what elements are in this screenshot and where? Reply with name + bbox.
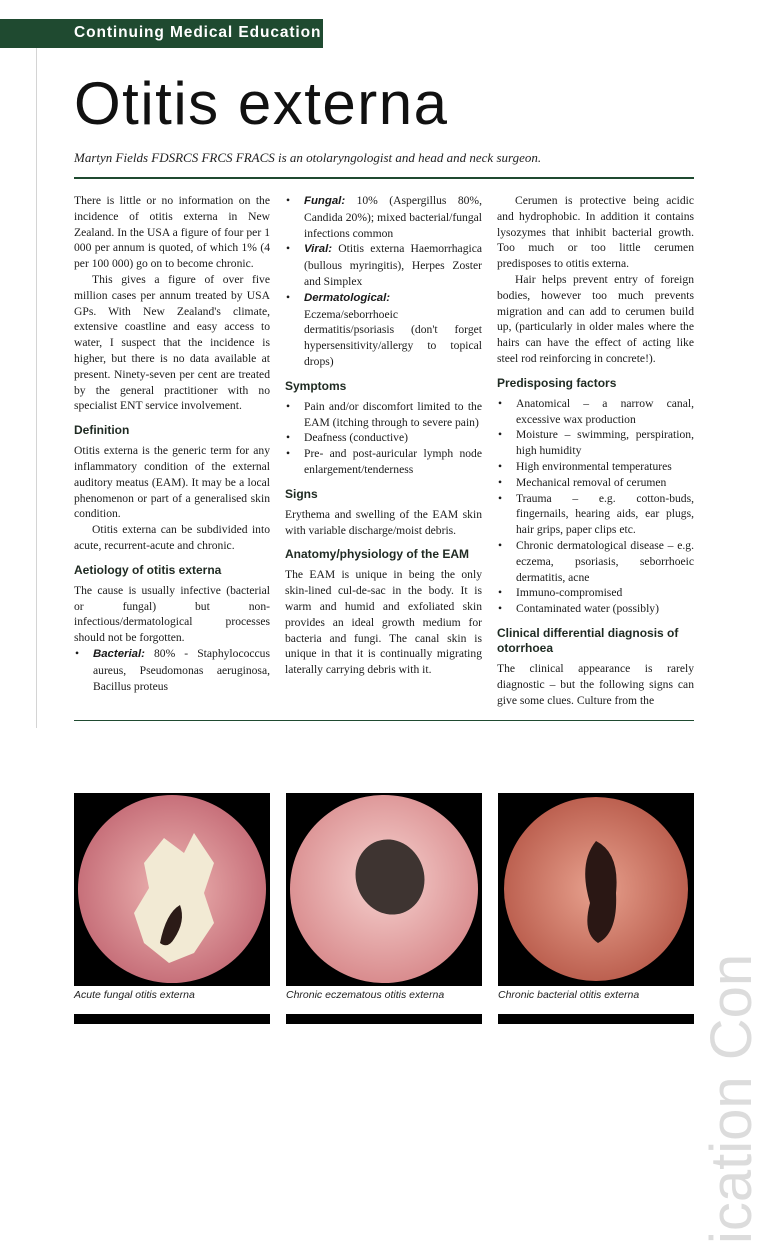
differential-paragraph: The clinical appearance is rarely diagnostic – but the following signs can give some clues. Culture from the <box>497 661 694 707</box>
otoscopy-photo-acute-fungal <box>74 793 270 986</box>
anatomy-paragraph: The EAM is unique in being the only skin-lined cul-de-sac in the body. It is warm and humid and exfoliated skin provides an ideal growth medium for bacteria and fungi. The canal skin is unique in that it is continually migrating laterally carrying debris with it. <box>285 568 482 677</box>
list-item-fungal <box>285 193 482 241</box>
hair-paragraph: Hair helps prevent entry of foreign bodies, however too much prevents migration and can add to cerumen build up, (particularly in older males where the hairs can have the effect of acting like steel rod reinforcing in concrete!). <box>497 272 694 365</box>
aetiology-paragraph: The cause is usually infective (bacterial or fungal) but non-infectious/dermatological processes should not be forgotten. <box>74 583 270 645</box>
definition-heading: Definition <box>74 423 130 438</box>
anatomy-heading: Anatomy/physiology of the EAM <box>285 547 470 562</box>
list-item: • Immuno-compromised <box>497 585 694 601</box>
intro-paragraph: There is little or no information on the incidence of otitis externa in New Zealand. In the USA a figure of four per 1 000 per annum is quoted, of which 1% (4 per 100 000) go on to become chronic. <box>74 194 270 271</box>
text-column-2 <box>285 193 482 678</box>
fungal-label: Fungal: <box>304 195 346 207</box>
list-item: • Trauma – e.g. cotton-buds, fingernails, hearing aids, ear plugs, hair grips, paper clips etc. <box>497 491 694 538</box>
text-column-3 <box>497 193 694 708</box>
fungal-text: 10% (Aspergillus 80%, Candida 20%); mixed bacterial/fungal infections common <box>304 194 482 240</box>
predisposing-heading: Predisposing factors <box>497 375 617 390</box>
watermark-text: ication Con <box>699 953 764 1244</box>
list-item-bacterial <box>74 646 270 694</box>
header-divider <box>74 177 694 179</box>
list-item: • Deafness (conductive) <box>285 430 482 446</box>
list-item: • Pre- and post-auricular lymph node enlargement/tenderness <box>285 446 482 478</box>
symptoms-heading: Symptoms <box>285 378 347 393</box>
signs-heading: Signs <box>285 486 318 501</box>
next-photo-edge <box>286 1014 482 1024</box>
figure-caption: Chronic bacterial otitis externa <box>498 989 640 1001</box>
aetiology-heading: Aetiology of otitis externa <box>74 562 222 577</box>
signs-paragraph: Erythema and swelling of the EAM skin with variable discharge/moist debris. <box>285 507 482 537</box>
list-item-viral <box>285 241 482 289</box>
intro-paragraph-2: This gives a figure of over five million cases per annum treated by USA GPs. With New Zealand's climate, extensive coastline and easy access to water, I suspect that the incidence is higher, but there is no data available at present. Ninety-seven per cent are treated by the general practitioner with no specialist ENT service involvement. <box>74 272 270 413</box>
cerumen-paragraph: Cerumen is protective being acidic and hydrophobic. In addition it contains lysozymes that inhibit bacterial growth. Too much or too little cerumen predisposes to otitis externa. <box>497 194 694 271</box>
next-photo-edge <box>74 1014 270 1024</box>
article-title: Otitis externa <box>74 70 449 137</box>
list-item-dermatological <box>285 290 482 370</box>
list-item: • Contaminated water (possibly) <box>497 601 694 617</box>
otoscopy-photo-chronic-bacterial <box>498 793 694 986</box>
list-item: • Anatomical – a narrow canal, excessive wax production <box>497 396 694 428</box>
dermatological-label: Dermatological: <box>304 291 391 304</box>
predisposing-list <box>497 396 694 617</box>
list-item: • High environmental temperatures <box>497 459 694 475</box>
differential-heading: Clinical differential diagnosis of otorrhoea <box>497 625 679 655</box>
viral-text: Otitis externa Haemorrhagica (bullous myringitis), Herpes Zoster and Simplex <box>304 242 482 288</box>
section-banner-label: Continuing Medical Education <box>74 24 322 41</box>
otoscopy-photo-chronic-eczematous <box>286 793 482 986</box>
text-divider <box>74 720 694 721</box>
list-item: • Chronic dermatological disease – e.g. eczema, psoriasis, seborrhoeic dermatitis, acne <box>497 538 694 585</box>
bacterial-label: Bacterial: <box>93 647 145 660</box>
margin-rule <box>36 48 37 728</box>
aetiology-list <box>74 646 270 694</box>
definition-paragraph: Otitis externa is the generic term for any inflammatory condition of the external auditory meatus (EAM). It may be a local phenomenon or part of a generalised skin condition. <box>74 444 270 521</box>
dermatological-text: Eczema/seborrhoeic dermatitis/psoriasis (don't forget hypersensitivity/allergy to topical drops) <box>304 307 482 368</box>
bacterial-text: 80% - Staphylococcus aureus, Pseudomonas aeruginosa, Bacillus proteus <box>93 646 270 693</box>
definition-paragraph-2: Otitis externa can be subdivided into acute, recurrent-acute and chronic. <box>74 523 270 552</box>
list-item: • Pain and/or discomfort limited to the EAM (itching through to severe pain) <box>285 399 482 431</box>
figure-caption: Chronic eczematous otitis externa <box>286 989 445 1001</box>
list-item: • Mechanical removal of cerumen <box>497 475 694 491</box>
aetiology-list-continued <box>285 193 482 370</box>
list-item: • Moisture – swimming, perspiration, high humidity <box>497 427 694 459</box>
author-byline: Martyn Fields FDSRCS FRCS FRACS is an otolaryngologist and head and neck surgeon. <box>74 150 542 165</box>
next-photo-edge <box>498 1014 694 1024</box>
section-banner <box>0 19 323 48</box>
text-column-1 <box>74 193 270 694</box>
viral-label: Viral: <box>304 243 333 256</box>
symptoms-list <box>285 399 482 478</box>
vertical-watermark <box>698 740 768 1244</box>
figure-caption: Acute fungal otitis externa <box>74 989 195 1001</box>
